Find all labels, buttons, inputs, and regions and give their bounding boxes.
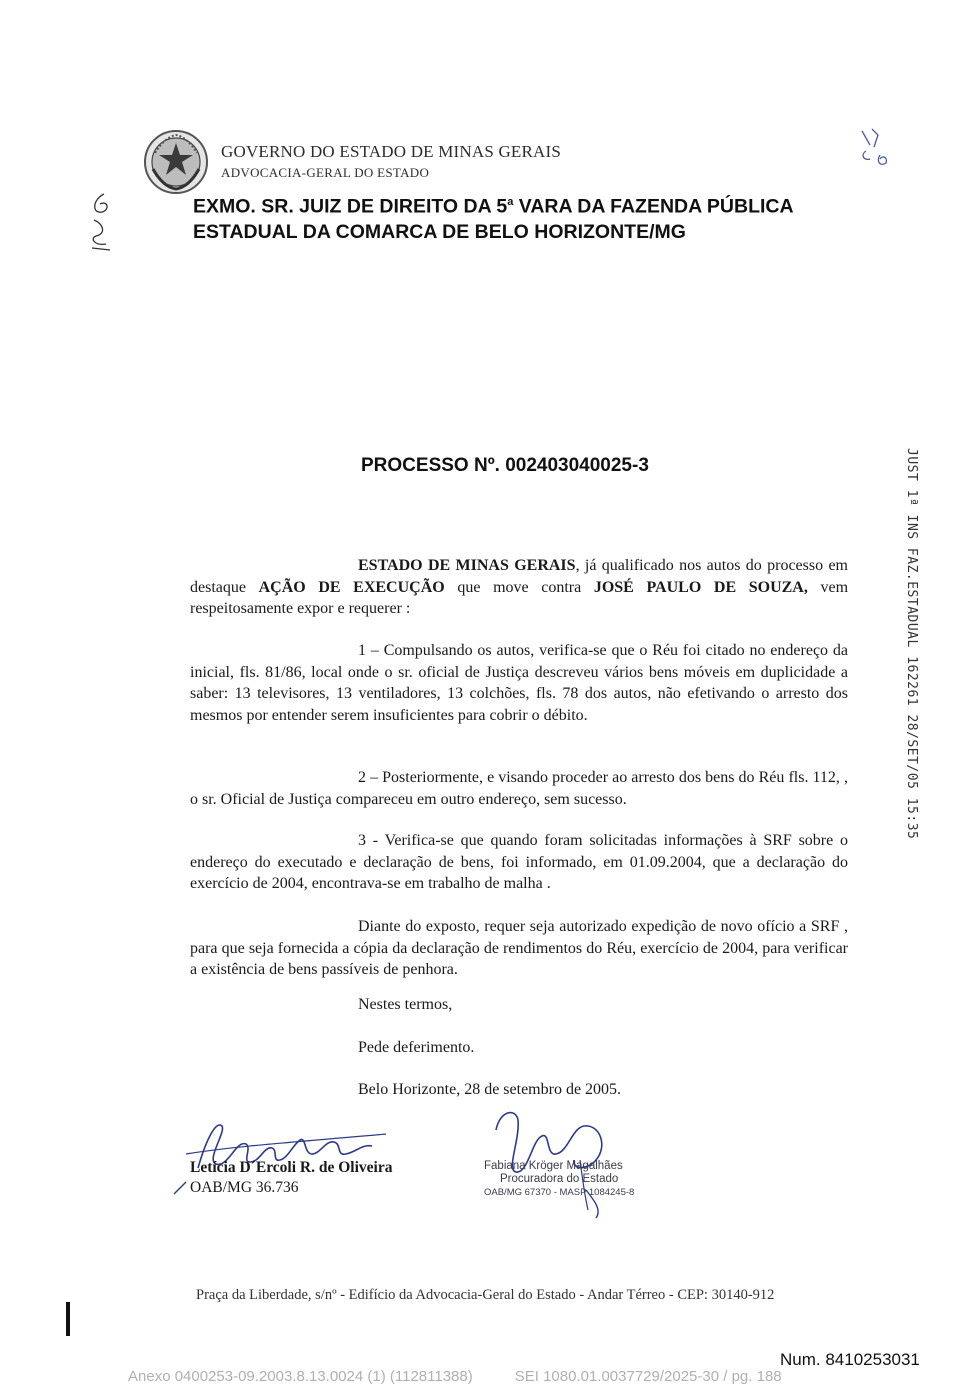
state-seal-icon xyxy=(143,129,209,195)
procurator-stamp: Fabiana Kröger Magalhães Procuradora do Estado OAB/MG 67370 - MASP 1084245-8 xyxy=(484,1160,635,1198)
closing-terms: Nestes termos, xyxy=(358,996,453,1013)
agency-name: ADVOCACIA-GERAL DO ESTADO xyxy=(221,165,430,180)
paragraph-2: 2 – Posteriormente, e visando proceder ao arresto dos bens do Réu fls. 112, , o sr. Oficial de Justiça compareceu em outro endereço, sem sucesso. xyxy=(190,769,848,808)
closing-request: Pede deferimento. xyxy=(358,1039,475,1056)
binder-mark xyxy=(66,1302,70,1336)
government-name: GOVERNO DO ESTADO DE MINAS GERAIS xyxy=(221,142,562,161)
margin-handwriting-icon xyxy=(84,190,118,254)
addressee-heading: EXMO. SR. JUIZ DE DIREITO DA 5$^a$ VARA DA FAZENDA PÚBLICA ESTADUAL DA COMARCA DE BELO HORIZONTE/MG xyxy=(193,195,794,243)
place-date: Belo Horizonte, 28 de setembro de 2005. xyxy=(358,1081,622,1098)
paragraph-1: 1 – Compulsando os autos, verifica-se que o Réu foi citado no endereço da inicial, fls. 81/86, local onde o sr. oficial de Justiça descreveu vários bens móveis em duplicidade a saber: 13 televisores, 13 ventiladores, 13 colchões, fls. 78 dos autos, não efetivando o arresto dos mesmos por entender serem insuficientes para cobrir o débito. xyxy=(190,642,848,724)
document-number: Num. 8410253031 xyxy=(780,1350,920,1369)
paragraph-request: Diante do exposto, requer seja autorizado expedição de novo ofício a SRF , para que seja fornecida a cópia da declaração de rendimentos do Réu, exercício de 2004, para verificar a existência de bens passíveis de penhora. xyxy=(190,918,848,978)
left-signer-oab: OAB/MG 36.736 xyxy=(190,1179,299,1196)
page-number-handwriting-icon xyxy=(852,125,892,171)
left-signer-name: Letícia D´Ercoli R. de Oliveira xyxy=(190,1159,393,1176)
court-receipt-stamp: JUST 1ª INS FAZ.ESTADUAL 162261 28/SET/05 15:35 xyxy=(904,448,919,840)
process-number: PROCESSO Nº. 002403040025-3 xyxy=(361,455,649,476)
paragraph-3: 3 - Verifica-se que quando foram solicitadas informações à SRF sobre o endereço do executado e declaração de bens, foi informado, em 01.09.2004, que a declaração do exercício de 2004, encontrava-se em trabalho de malha . xyxy=(190,832,848,892)
paragraph-intro: ESTADO DE MINAS GERAIS, já qualificado nos autos do processo em destaque AÇÃO DE EXECUÇÃO que move contra JOSÉ PAULO DE SOUZA, vem respeitosamente expor e requerer : xyxy=(190,557,849,617)
check-mark-icon xyxy=(172,1178,190,1196)
footer-address: Praça da Liberdade, s/nº - Edifício da Advocacia-Geral do Estado - Andar Térreo - CEP: 30140-912 xyxy=(196,1287,775,1303)
annex-reference: Anexo 0400253-09.2003.8.13.0024 (1) (112811388) SEI 1080.01.0037729/2025-30 / pg. 188 xyxy=(128,1368,782,1385)
